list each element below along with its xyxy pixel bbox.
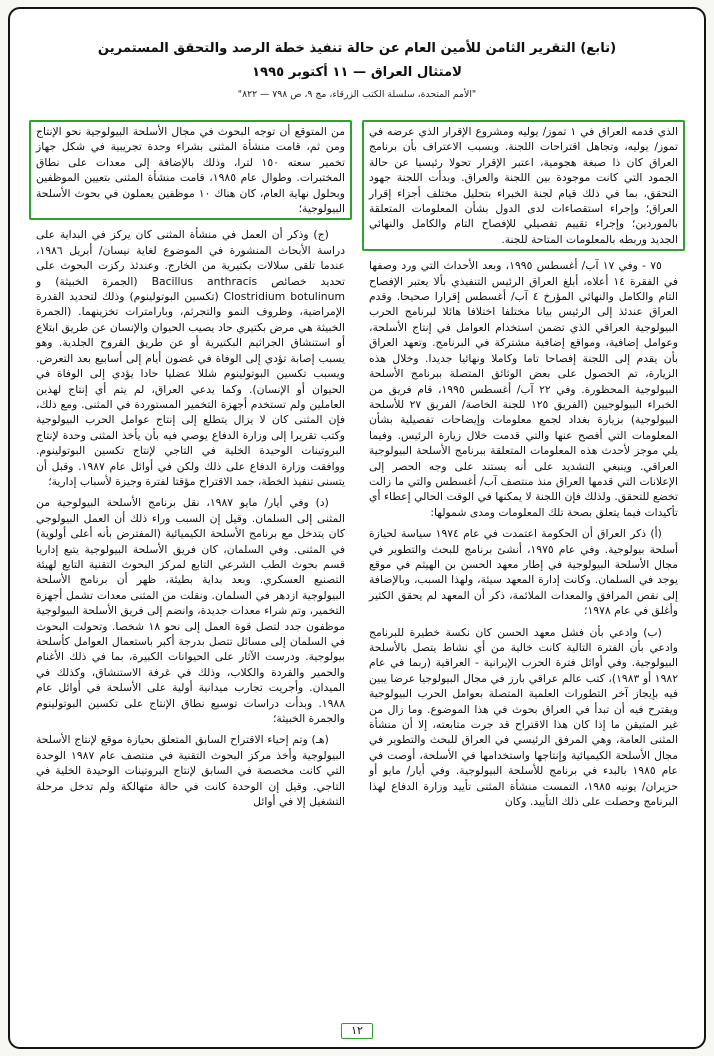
report-title: (تابع) التقرير الثامن للأمين العام عن حالة تنفيذ خطة الرصد والتحقق المستمرين [97, 41, 617, 56]
paragraph: (ج) وذكر أن العمل في منشأة المثنى كان يركز في البداية على دراسة الأبحاث المنشورة في الموضوع لغاية نيسان/ أبريل ١٩٨٦، عندما تلقى سلالات بكتيرية من الخارج. وعندئذ ركزت البحوث على تحديد خصائص Bacillus anthracis (الجمرة الخبيثة) و Clostridium botulinum (تكسين البوتولينوم) وذلك لتحديد القدرة الإمراضية، وظروف النمو والتجرثم، وبارامترات تخزينهما. (الجمرة الخبيثة هي مرض بكتيري حاد يصيب الحيوان والإنسان عن طريق ابتلاع أو استنشاق الجراثيم البكتيرية أو عن طريق القروح الجلدية. وهو يسبب إصابة تؤدي إلى الوفاة في غضون أيام إلى أسابيع بعد التعرض. ويسبب تكسين البوتولينوم شللا عضليا حادا يؤدي إلى الوفاة في الحيوان أو الإنسان). وكما يدعي العراق، لم يتم أي إنتاج لهذين العاملين ولم تستخدم أجهزة التخمير المستوردة في المثنى. ومع ذلك، فإن المثنى كان لا يزال يتطلع إلى إنتاج عوامل الحرب البيولوجية وكتب تقريرا إلى وزارة الدفاع يوصي فيه بأن يأخذ المثنى وحدة لإنتاج البروتينات الوحيدة الخلية في التاجي لإنتاج تكسين البوتولينوم. ووافقت وزارة الدفاع على ذلك ولكن في أوائل عام ١٩٨٧. وقبل أن يتسنى تنفيذ الخطة، جمد الاقتراح مؤقتا لفترة وجيزة لأسباب إدارية؛ [36, 228, 345, 488]
paragraph: من المتوقع أن توجه البحوث في مجال الأسلحة البيولوجية نحو الإنتاج ومن ثم، قامت منشأة المثنى بشراء وحدة تجريبية في شكل جهاز تخمير سعته ١٥٠ لترا، وذلك بالإضافة إلى معدات على نطاق المختبرات. وطوال عام ١٩٨٥، قامت منشأة المثنى بتعيين الموظفين وبحلول نهاية العام، كان هناك ١٠ موظفين يعملون في بحوث الأسلحة البيولوجية؛ [36, 125, 345, 216]
paragraph: (هـ) وتم إحياء الاقتراح السابق المتعلق بحيازة موقع لإنتاج الأسلحة البيولوجية وأخذ مركز البحوث التقنية في منتصف عام ١٩٨٧ الوحدة التي كانت مخصصة في السابق لإنتاج البروتينات الوحيدة الخلية في التاجي. وقيل إن الوحدة كانت في حالة متهالكة ولم تدخل مرحلة التشغيل إلا في أوائل [36, 733, 345, 809]
paragraph: (ب) وادعي بأن فشل معهد الحسن كان نكسة خطيرة للبرنامج وادعي بأن الفترة التالية كانت خالية من أي نشاط يتصل بالأسلحة البيولوجية. وفي أوائل فترة الحرب الإيرانية - العراقية (ربما في عام ١٩٨٢ أو ١٩٨٣)، كتب عالم عراقي بارز في مجال البيولوجيا عرضا يبين فيه بإيجاز آخر التطورات العلمية المتصلة بعوامل الحرب البيولوجية ويقترح فيه أن تبدأ في العراق بحوث في هذا الموضوع. وما زال من غير المتيقن ما إذا كان هذا الاقتراح قد جرت متابعته، إلا أن منشأة المثنى العامة، وهي المرفق الرئيسي في العراق للبحث والتطوير في مجال الأسلحة الكيميائية وإنتاجها واستخدامها في الأسلحة، أوصت في عام ١٩٨٥ بالبدء في برنامج للأسلحة البيولوجية. وفي أيار/ مايو أو حزيران/ يونيه ١٩٨٥، التمست منشأة المثنى تأييد وزارة الدفاع لهذا البرنامج وحصلت على ذلك التأييد. وكان [369, 625, 678, 809]
page-number: ١٢ [341, 1023, 373, 1039]
paragraph: الذي قدمه العراق في ١ تموز/ يوليه ومشروع الإقرار الذي عرضه في تموز/ يوليه، وتجاهل اقتراحات اللجنة. وبسبب الاعتراف بأن برنامج العراق كان ذا صبغة هجومية، اعتبر الإقرار تحولا رئيسيا عن حالة الجمود التي كانت موجودة بين اللجنة والعراق. وبدأت اللجنة جهود التحقق، بما في ذلك قيام لجنة الخبراء بتحليل مختلف أجزاء إقرار العراق؛ وإجراء استقصاءات لدى الدول بشأن المعلومات المتعلقة بالموردين؛ وإجراء تقييم تفصيلي للإفصاح التام والكامل والنهائي الجديد وربطه بالمعلومات المتاحة للجنة. [369, 125, 679, 246]
report-subtitle: لامتثال العراق — ١١ أكتوبر ١٩٩٥ [251, 65, 463, 80]
text-columns [32, 120, 682, 815]
document-header [32, 39, 682, 100]
document-page [8, 7, 706, 1049]
paragraph: (أ) ذكر العراق أن الحكومة اعتمدت في عام ١٩٧٤ سياسة لحيازة أسلحة بيولوجية. وفي عام ١٩٧٥، أنشئ برنامج للبحث والتطوير في مجال الأسلحة البيولوجية في إطار معهد الحسن بن الهيثم في موقع يوجد في السلمان. وكانت إدارة المعهد سيئة، ولهذا السبب، وبالإضافة إلى نقص المرافق والمعدات الملائمة، ذكر أن المعهد لم يحقق الكثير وأغلق في عام ١٩٧٨؛ [369, 527, 678, 618]
highlight-box-left [29, 120, 352, 220]
source-note: "الأمم المتحدة، سلسلة الكتب الزرقاء، مج ٩، ص ٧٩٨ — ٨٢٢" [237, 89, 477, 100]
page-footer [10, 1019, 704, 1039]
column-left [36, 120, 345, 815]
paragraph: (د) وفي أيار/ مايو ١٩٨٧، نقل برنامج الأسلحة البيولوجية من المثنى إلى السلمان. وقيل إن السبب وراء ذلك أن العمل البيولوجي كان يتدخل مع برنامج الأسلحة الكيميائية (المفترض بأنه أعلى أولوية) في المثنى. وفي السلمان، كان فريق الأسلحة البيولوجية يتبع إداريا قسم بحوث الطب الشرعي التابع لمركز البحوث التقنية التابع لهيئة التصنيع العسكري. وبعد بداية بطيئة، ظهر أن برنامج الأسلحة البيولوجية ازدهر في السلمان. ونقلت من المثنى معدات تشمل أجهزة التخمير، وتم شراء معدات جديدة، وانضم إلى فريق الأسلحة البيولوجية موظفون جدد لتصل قوة العمل إلى نحو ١٨ شخصا. وتحولت البحوث في السلمان إلى مسائل تتصل بدرجة أكبر باستعمال العوامل كأسلحة بيولوجية. ودرست الآثار على الحيوانات الكبيرة، بما في ذلك الأغنام والحمير والقردة والكلاب، وذلك في غرفة الاستنشاق، وكذلك في الميدان. وأجريت تجارب ميدانية أولية على الأسلحة في أوائل عام ١٩٨٨. وبدأت دراسات توسيع نطاق الإنتاج على تكسين البوتولينوم والجمرة الخبيثة؛ [36, 496, 345, 726]
column-right [369, 120, 678, 815]
paragraph: ٧٥ - وفي ١٧ آب/ أغسطس ١٩٩٥، وبعد الأحداث التي ورد وصفها في الفقرة ١٤ أعلاه، أبلغ العراق الرئيس التنفيذي بألا يعتبر الإفصاح التام والكامل والنهائي المؤرخ ٤ آب/ أغسطس إقرارا صحيحا. وقدم العراق عندئذ إلى الرئيس بيانا مختلفا اختلافا هائلا لبرنامج الحرب البيولوجية العراقي الذي تضمن استخدام العوامل في إنتاج الأسلحة، وعوامل إضافية، ومواقع إضافية مشتركة في البرنامج. وتعهد العراق بأن يقدم إلى اللجنة إفصاحا تاما وكاملا ونهائيا جديدا. وخلال هذه الزيارة، تم الحصول على بعض الوثائق المتصلة ببرنامج الأسلحة البيولوجية المحظورة. وفي ٢٢ آب/ أغسطس ١٩٩٥، قام فريق من الخبراء البيولوجيين (الفريق ١٢٥ للجنة الخاصة/ الفريق ٢٧ للأسلحة البيولوجية) بزيارة بغداد لجمع معلومات وإيضاحات تفصيلية بشأن المعلومات التي أفصح عنها والتي قدمت خلال زيارة الرئيس. وفيما يلي موجز لأحدث هذه المعلومات المتعلقة ببرنامج الأسلحة البيولوجية العراقي. وينبغي التشديد على أنه يستند على وجه الحصر إلى الإعلانات التي قدمها العراق منذ منتصف آب/ أغسطس والتي ما زالت تخضع للتحقق. ولذلك فإن اللجنة لا يمكنها في الوقت الحالي إعطاء أي تأكيدات فيما يتعلق بصحة تلك المعلومات ومدى شمولها: [369, 259, 678, 519]
highlight-box-right [362, 120, 685, 251]
